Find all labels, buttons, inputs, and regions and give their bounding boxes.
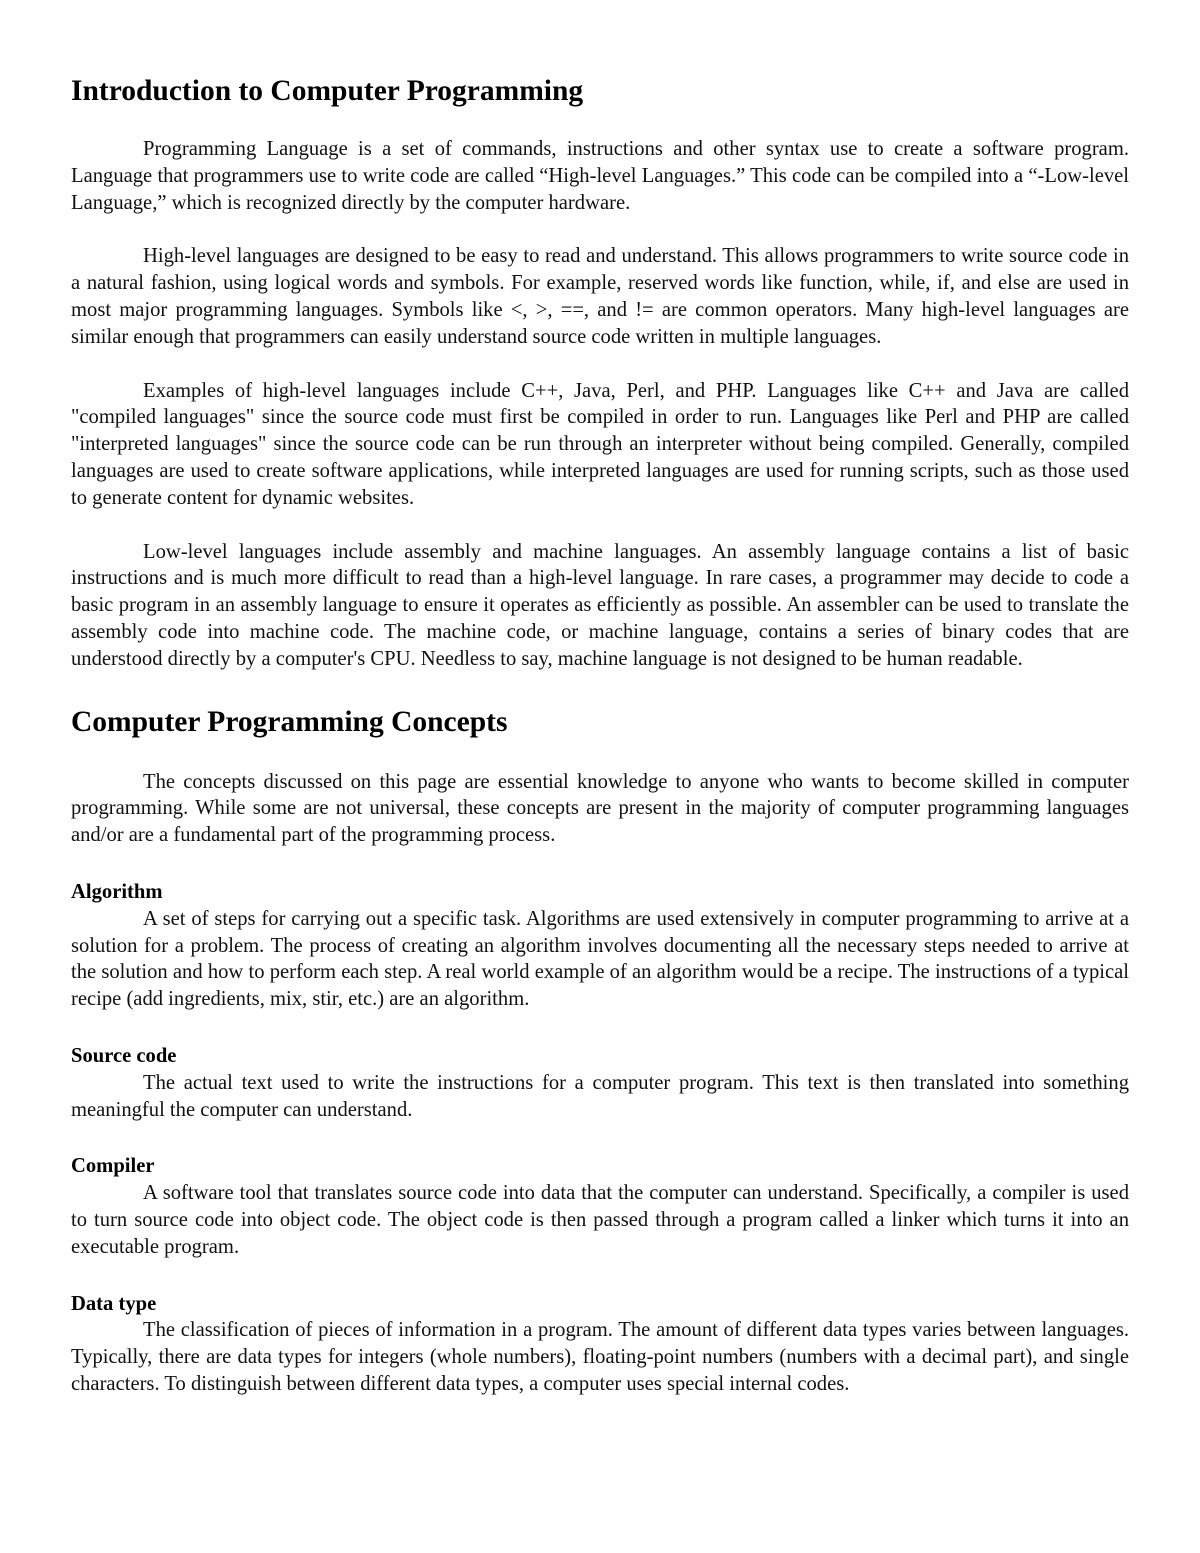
concept-data-type	[71, 1291, 1129, 1398]
concept-definition: The classification of pieces of information in a program. The amount of different data types varies between languages. Typically, there are data types for integers (whole numbers), floating-point numbers (numbers with a decimal part), and single characters. To distinguish between different data types, a computer uses special internal codes.	[71, 1319, 1129, 1395]
concept-definition: A software tool that translates source code into data that the computer can understand. Specifically, a compiler is used to turn source code into object code. The object code is then passed through a program called a linker which turns it into an executable program.	[71, 1182, 1129, 1258]
intro-section	[71, 136, 1129, 673]
concept-algorithm	[71, 879, 1129, 1013]
concept-term: Data type	[71, 1292, 157, 1315]
intro-paragraph: Examples of high-level languages include C++, Java, Perl, and PHP. Languages like C++ and Java are called "compiled languages" since the source code must first be compiled in order to run. Languages like Perl and PHP are called "interpreted languages" since the source code can be run through an interpreter without being compiled. Generally, compiled languages are used to create software applications, while interpreted languages are used for running scripts, such as those used to generate content for dynamic websites.	[71, 379, 1129, 509]
concept-term: Source code	[71, 1044, 177, 1067]
concept-compiler	[71, 1153, 1129, 1260]
concepts-intro-paragraph: The concepts discussed on this page are essential knowledge to anyone who wants to become skilled in computer programming. While some are not universal, these concepts are present in the majority of computer programming languages and/or are a fundamental part of the programming process.	[71, 770, 1129, 847]
intro-heading: Introduction to Computer Programming	[71, 75, 584, 107]
concept-term: Algorithm	[71, 880, 163, 903]
concept-source-code	[71, 1043, 1129, 1123]
concept-term: Compiler	[71, 1155, 155, 1178]
concepts-section	[71, 769, 1129, 1398]
intro-paragraph: Programming Language is a set of commands, instructions and other syntax use to create a software program. Language that programmers use to write code are called “High-level Languages.” This code can be compiled into a “-Low-level Language,” which is recognized directly by the computer hardware.	[71, 138, 1129, 214]
intro-paragraph: High-level languages are designed to be easy to read and understand. This allows programmers to write source code in a natural fashion, using logical words and symbols. For example, reserved words like function, while, if, and else are used in most major programming languages. Symbols like <, >, ==, and != are common operators. Many high-level languages are similar enough that programmers can easily understand source code written in multiple languages.	[71, 245, 1129, 348]
concepts-heading: Computer Programming Concepts	[71, 705, 508, 738]
concept-definition: A set of steps for carrying out a specific task. Algorithms are used extensively in computer programming to arrive at a solution for a problem. The process of creating an algorithm involves documenting all the necessary steps needed to arrive at the solution and how to perform each step. A real world example of an algorithm would be a recipe. The instructions of a typical recipe (add ingredients, mix, stir, etc.) are an algorithm.	[71, 907, 1129, 1011]
document-page	[71, 72, 1129, 1398]
concept-definition: The actual text used to write the instructions for a computer program. This text is then translated into something meaningful the computer can understand.	[71, 1071, 1129, 1121]
intro-paragraph: Low-level languages include assembly and machine languages. An assembly language contains a list of basic instructions and is much more difficult to read than a high-level language. In rare cases, a programmer may decide to code a basic program in an assembly language to ensure it operates as efficiently as possible. An assembler can be used to translate the assembly code into machine code. The machine code, or machine language, contains a series of binary codes that are understood directly by a computer's CPU. Needless to say, machine language is not designed to be human readable.	[71, 540, 1129, 670]
